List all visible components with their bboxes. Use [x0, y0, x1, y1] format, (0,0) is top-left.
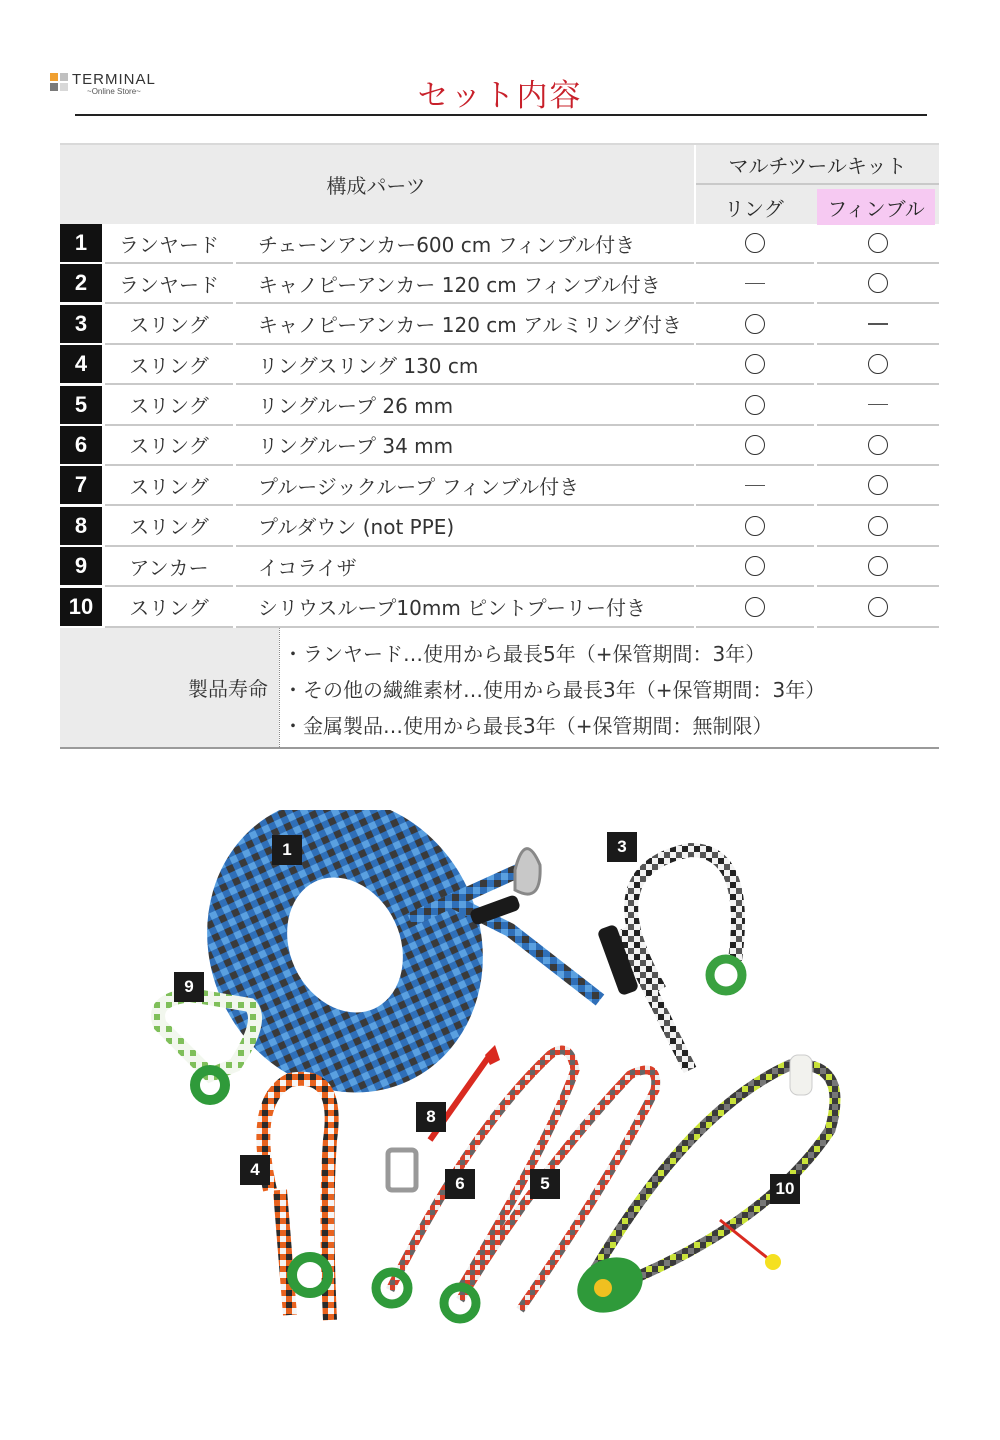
- row-number: 9: [60, 547, 102, 585]
- ring-mark: [696, 224, 814, 262]
- row-name: キャノピーアンカー 120 cm アルミリング付き: [258, 313, 682, 338]
- table-row: [60, 547, 939, 587]
- row-name: キャノピーアンカー 120 cm フィンブル付き: [258, 272, 661, 297]
- row-number: 3: [60, 305, 102, 343]
- table-row: [60, 386, 939, 426]
- row-category: ランヤード: [119, 232, 219, 257]
- row-category: スリング: [129, 353, 209, 378]
- canopy-anchor-sling: [597, 850, 742, 1070]
- ring-mark: [696, 386, 814, 424]
- product-photo: [130, 810, 870, 1350]
- table-body: [60, 224, 939, 628]
- product-life-label: 製品寿命: [188, 676, 268, 701]
- circle-mark-icon: [745, 395, 765, 415]
- row-number: 4: [60, 345, 102, 383]
- row-number: 10: [60, 588, 102, 626]
- table-row: [60, 305, 939, 345]
- thimble-mark: [817, 386, 939, 424]
- row-number: 8: [60, 507, 102, 545]
- ring-mark: [696, 264, 814, 302]
- row-category: スリング: [129, 515, 209, 540]
- row-number: 6: [60, 426, 102, 464]
- table-row: [60, 224, 939, 264]
- dash-mark-icon: [745, 283, 765, 285]
- photo-label: 9: [174, 972, 204, 1002]
- dash-mark-icon: [745, 485, 765, 487]
- circle-mark-icon: [745, 233, 765, 253]
- row-number: 7: [60, 466, 102, 504]
- row-name: プルダウン (not PPE): [258, 515, 455, 540]
- row-category: スリング: [129, 474, 209, 499]
- photo-label: 5: [530, 1169, 560, 1199]
- circle-mark-icon: [868, 597, 888, 617]
- logo-tagline: ~Online Store~: [87, 87, 141, 96]
- thimble-mark: [817, 426, 939, 464]
- circle-mark-icon: [868, 354, 888, 374]
- circle-mark-icon: [745, 314, 765, 334]
- title-divider: [75, 114, 927, 116]
- dash-mark-icon: [868, 404, 888, 406]
- product-life-item: ・その他の繊維素材…使用から最長3年（+保管期間：3年）: [283, 677, 826, 702]
- table-row: [60, 507, 939, 547]
- ring-sling: [263, 1079, 331, 1320]
- logo-name: TERMINAL: [72, 71, 156, 88]
- circle-mark-icon: [868, 475, 888, 495]
- table-row: [60, 264, 939, 304]
- photo-label: 1: [272, 835, 302, 865]
- ring-mark: [696, 547, 814, 585]
- header-thimble: フィンブル: [817, 189, 935, 225]
- row-name: チェーンアンカー600 cm フィンブル付き: [258, 232, 636, 257]
- row-name: リングループ 34 mm: [258, 434, 454, 459]
- photo-label: 4: [240, 1155, 270, 1185]
- header-kit: マルチツールキット: [696, 145, 939, 185]
- rope-kit-illustration: [130, 810, 870, 1350]
- row-category: ランヤード: [119, 272, 219, 297]
- product-life-item: ・ランヤード…使用から最長5年（+保管期間：3年）: [283, 641, 766, 666]
- row-name: イコライザ: [258, 555, 357, 580]
- page-title: セット内容: [417, 78, 583, 114]
- ring-mark: [696, 305, 814, 343]
- table-header: [60, 143, 939, 224]
- product-life-list: [279, 628, 939, 747]
- row-category: スリング: [129, 394, 209, 419]
- photo-label: 8: [416, 1102, 446, 1132]
- circle-mark-icon: [745, 516, 765, 536]
- ring-mark: [696, 466, 814, 504]
- contents-table: [60, 143, 939, 749]
- table-row: [60, 466, 939, 506]
- table-row: [60, 345, 939, 385]
- thimble-mark: [817, 588, 939, 626]
- circle-mark-icon: [745, 556, 765, 576]
- circle-mark-icon: [745, 354, 765, 374]
- dash-mark-icon: [868, 323, 888, 325]
- row-category: アンカー: [129, 555, 209, 580]
- circle-mark-icon: [868, 273, 888, 293]
- ring-mark: [696, 426, 814, 464]
- header-ring: リング: [724, 196, 784, 221]
- thimble-mark: [817, 466, 939, 504]
- row-category: スリング: [129, 313, 209, 338]
- row-category: スリング: [129, 434, 209, 459]
- row-name: プルージックループ フィンブル付き: [258, 474, 580, 499]
- product-life-section: [60, 628, 939, 749]
- thimble-mark: [817, 547, 939, 585]
- circle-mark-icon: [868, 435, 888, 455]
- ring-mark: [696, 507, 814, 545]
- circle-mark-icon: [868, 233, 888, 253]
- row-name: リングループ 26 mm: [258, 394, 454, 419]
- row-name: シリウスループ10mm ピントプーリー付き: [258, 596, 646, 621]
- thimble-mark: [817, 507, 939, 545]
- thimble-mark: [817, 264, 939, 302]
- thimble-mark: [817, 224, 939, 262]
- circle-mark-icon: [868, 516, 888, 536]
- row-number: 2: [60, 264, 102, 302]
- row-number: 1: [60, 224, 102, 262]
- circle-mark-icon: [745, 597, 765, 617]
- thimble-mark: [817, 345, 939, 383]
- photo-label: 3: [607, 832, 637, 862]
- ring-mark: [696, 588, 814, 626]
- table-row: [60, 588, 939, 628]
- row-number: 5: [60, 386, 102, 424]
- photo-label: 6: [445, 1169, 475, 1199]
- circle-mark-icon: [868, 556, 888, 576]
- ring-mark: [696, 345, 814, 383]
- header-parts: 構成パーツ: [326, 174, 426, 198]
- circle-mark-icon: [745, 435, 765, 455]
- product-life-item: ・金属製品…使用から最長3年（+保管期間：無制限）: [283, 713, 773, 738]
- row-name: リングスリング 130 cm: [258, 353, 479, 378]
- chain-anchor-lanyard: [212, 810, 600, 1085]
- row-category: スリング: [129, 596, 209, 621]
- table-row: [60, 426, 939, 466]
- thimble-mark: [817, 305, 939, 343]
- photo-label: 10: [770, 1174, 800, 1204]
